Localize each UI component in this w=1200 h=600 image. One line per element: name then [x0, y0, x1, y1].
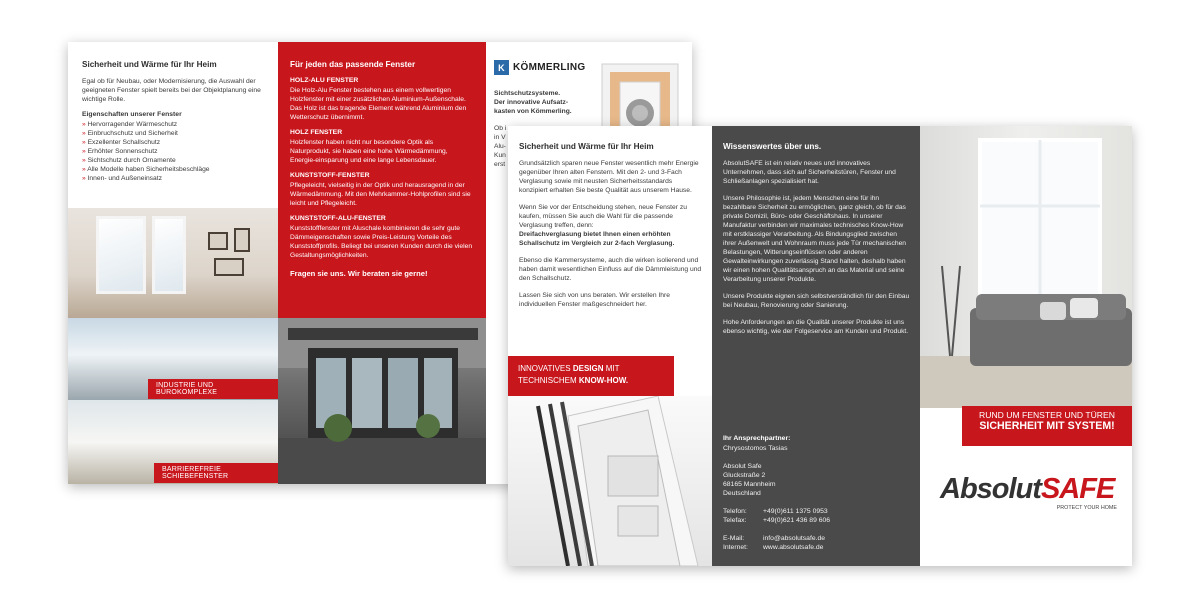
- front-left-heading: Sicherheit und Wärme für Ihr Heim: [519, 142, 654, 151]
- slogan-box: [962, 406, 1132, 446]
- front-left-p1: Grundsätzlich sparen neue Fenster wesentlich mehr Energie gegenüber Ihren alten Fenstern. Mit den 2- und 3-Fach Verglasung sowie mit neusten Sicherheitsstandards konzipiert erhalten Sie beste Qualität aus unserem Hause.: [519, 160, 699, 194]
- city: 68165 Mannheim: [723, 481, 776, 488]
- about-p4: Hohe Anforderungen an die Qualität unserer Produkte ist uns ebenso wichtig, wie der Folgeservice am Kunden und Produkt.: [723, 319, 909, 335]
- list-item: » Exzellenter Schallschutz: [82, 138, 264, 147]
- design-box-bold: KNOW-HOW.: [578, 376, 629, 385]
- features-list: [82, 120, 264, 183]
- about-p1: AbsolutSAFE ist ein relativ neues und innovatives Unternehmen, dass sich auf Sicherheitstüren, Fenster und Schließanlagen spezialisiert hat.: [723, 160, 896, 185]
- fax-label: Telefax:: [723, 517, 747, 524]
- phone-value: +49(0)611 1375 0953: [763, 508, 828, 515]
- house-illustration: [278, 318, 486, 484]
- features-title: Eigenschaften unserer Fenster: [82, 111, 182, 118]
- fax-row: [723, 516, 913, 525]
- contact-name: Chrysostomos Tasias: [723, 445, 788, 452]
- section-text: Die Holz-Alu Fenster bestehen aus einem vollwertigen Holzfenster mit einer zusätzlichen Aluminium-Außenschale. Das Holz ist das tragende Element während Aluminium den Wetterschutz übernimmt.: [290, 87, 467, 121]
- contact-title: Ihr Ansprechpartner:: [723, 435, 791, 442]
- section-text: Holzfenster haben nicht nur besondere Optik als Naturprodukt, sie haben eine hohe Wärmedämmung, Energie-einsparung und eine lange Lebensdauer.: [290, 139, 448, 164]
- living-room-photo: [920, 126, 1132, 408]
- about-p3: Unsere Produkte eignen sich selbstverständlich für den Einbau bei Neubau, Renovierung oder Sanierung.: [723, 293, 910, 309]
- web-value: www.absolutsafe.de: [763, 544, 824, 551]
- back-middle-panel: [278, 42, 486, 484]
- phone-label: Telefon:: [723, 508, 747, 515]
- text-fragment: in V: [494, 134, 506, 141]
- list-item: » Alle Modelle haben Sicherheitsbeschläge: [82, 165, 264, 174]
- picture-frame: [214, 258, 244, 276]
- brochure-front: [508, 126, 1132, 566]
- email-label: E-Mail:: [723, 535, 745, 542]
- back-left-heading: Sicherheit und Wärme für Ihr Heim: [82, 60, 217, 69]
- text-fragment: Kun: [494, 152, 506, 159]
- office-glass-photo: [68, 318, 278, 400]
- email-row: [723, 534, 913, 543]
- street: Gluckstraße 2: [723, 472, 766, 479]
- design-box-text: INNOVATIVES: [518, 364, 573, 373]
- window-shape: [96, 216, 146, 294]
- front-left-p4: Lassen Sie sich von uns beraten. Wir erstellen Ihre individuellen Fenster maßgeschneidert her.: [519, 292, 670, 308]
- logo-tagline: PROTECT YOUR HOME: [1056, 505, 1117, 511]
- fax-value: +49(0)621 436 89 606: [763, 517, 831, 524]
- tag-industrie: INDUSTRIE UND BÜROKOMPLEXE: [148, 379, 278, 399]
- window-cross-section-photo: [508, 396, 712, 566]
- back-left-intro: Egal ob für Neubau, oder Modernisierung, die Auswahl der geeigneten Fenster spielt bereits bei der Objektplanung eine wichtige Rolle.: [82, 78, 261, 103]
- front-left-p2: Wenn Sie vor der Entscheidung stehen, neue Fenster zu kaufen, müssen Sie auch die Wahl für die passende Verglasung treffen, denn:: [519, 204, 687, 229]
- front-left-panel: [508, 126, 712, 566]
- section-title: HOLZ-ALU FENSTER: [290, 77, 359, 84]
- living-room-illustration: [920, 126, 1132, 408]
- list-item: » Innen- und Außeneinsatz: [82, 174, 264, 183]
- about-p2: Unsere Philosophie ist, jedem Menschen eine für ihn bezahlbare Sicherheit zu ermöglichen, ganz gleich, ob für das private Domizil, Büro- oder Geschäftshaus. In unserer Manufaktur verbinden wir maximales technisches Know-How mit erstklassiger Verarbeitung. Als Bindungsglied zwischen ihrer Außenwelt und Wohnraum muss jede Tür mechanischen Belastungen, Witterungseinflüssen oder anderen Gewalteinwirkungen zuverlässig Stand halten, deshalb haben wir einen hohen Qualitätsanspruch an das Material und seine Verarbeitung unserer Produkte.: [723, 195, 907, 283]
- tag-schiebefenster: BARRIEREFREIE SCHIEBEFENSTER: [154, 463, 278, 483]
- phone-row: [723, 507, 913, 516]
- caption-line: Sichtschutzsysteme.: [494, 90, 561, 97]
- section-title: KUNSTSTOFF-FENSTER: [290, 172, 370, 179]
- section-text: Kunststofffenster mit Aluschale kombinieren die sehr gute Dämmeigenschaften sowie Preis-Leistung Vorteile des Kunststoffprofils. Beliegt bei unseren Kunden durch die vielen Gestaltungsmöglichkeiten.: [290, 225, 473, 259]
- text-fragment: Ob i: [494, 125, 507, 132]
- list-item: » Einbruchschutz und Sicherheit: [82, 129, 264, 138]
- logo-safe: SAFE: [1040, 473, 1115, 505]
- web-label: Internet:: [723, 544, 748, 551]
- back-left-panel: [68, 42, 278, 484]
- list-item: » Erhöhter Sonnenschutz: [82, 147, 264, 156]
- room-window-photo: [68, 208, 278, 318]
- country: Deutschland: [723, 490, 761, 497]
- koemmerling-mark-icon: K: [494, 60, 509, 75]
- section-title: HOLZ FENSTER: [290, 129, 343, 136]
- caption-line: kasten von Kömmerling.: [494, 108, 572, 115]
- design-box: [508, 356, 674, 396]
- slogan-line1: RUND UM FENSTER UND TÜREN: [979, 410, 1115, 420]
- absolutsafe-logo: [940, 474, 1125, 511]
- section-text: Pflegeleicht, vielseitig in der Optik und herausragend in der Wärmedämmung. Mit den Mehrkammer-Hohlprofilen sind sie leicht und Pflegeleicht.: [290, 182, 471, 207]
- list-item: » Sichtschutz durch Ornamente: [82, 156, 264, 165]
- picture-frame: [208, 232, 228, 250]
- back-middle-heading: Für jeden das passende Fenster: [290, 60, 416, 69]
- design-box-text: MIT: [603, 364, 620, 373]
- company-name: Absolut Safe: [723, 463, 762, 470]
- window-shape: [152, 216, 186, 294]
- sliding-window-photo: [68, 400, 278, 484]
- email-value: info@absolutsafe.de: [763, 535, 826, 542]
- logo-absolut: Absolut: [940, 473, 1041, 505]
- picture-frame: [234, 228, 250, 252]
- front-right-panel: [920, 126, 1132, 566]
- design-box-text: TECHNISCHEM: [518, 376, 579, 385]
- front-middle-panel: [712, 126, 920, 566]
- house-photo: [278, 318, 486, 484]
- text-fragment: erst: [494, 161, 506, 168]
- koemmerling-wordmark: KÖMMERLING: [513, 62, 586, 73]
- design-box-bold: DESIGN: [572, 364, 604, 373]
- slogan-line2: SICHERHEIT MIT SYSTEM!: [979, 420, 1115, 432]
- about-heading: Wissenswertes über uns.: [723, 142, 822, 151]
- front-left-p2-bold: Dreifachverglasung bietet Ihnen einen erhöhten Schallschutz im Vergleich zur 2-fach Verglasung.: [519, 231, 675, 247]
- cta-text: Fragen sie uns. Wir beraten sie gerne!: [290, 269, 428, 278]
- contact-block: [723, 434, 913, 552]
- caption-line: Der innovative Aufsatz-: [494, 99, 569, 106]
- text-fragment: Alu-: [494, 143, 506, 150]
- window-cross-section: [508, 396, 712, 566]
- web-row: [723, 543, 913, 552]
- front-left-p3: Ebenso die Kammersysteme, auch die wirken isolierend und haben damit wesentlichen Einfluss auf die Dämmleistung und den Schallschutz.: [519, 257, 702, 282]
- list-item: » Hervorragender Wärmeschutz: [82, 120, 264, 129]
- section-title: KUNSTSTOFF-ALU-FENSTER: [290, 215, 386, 222]
